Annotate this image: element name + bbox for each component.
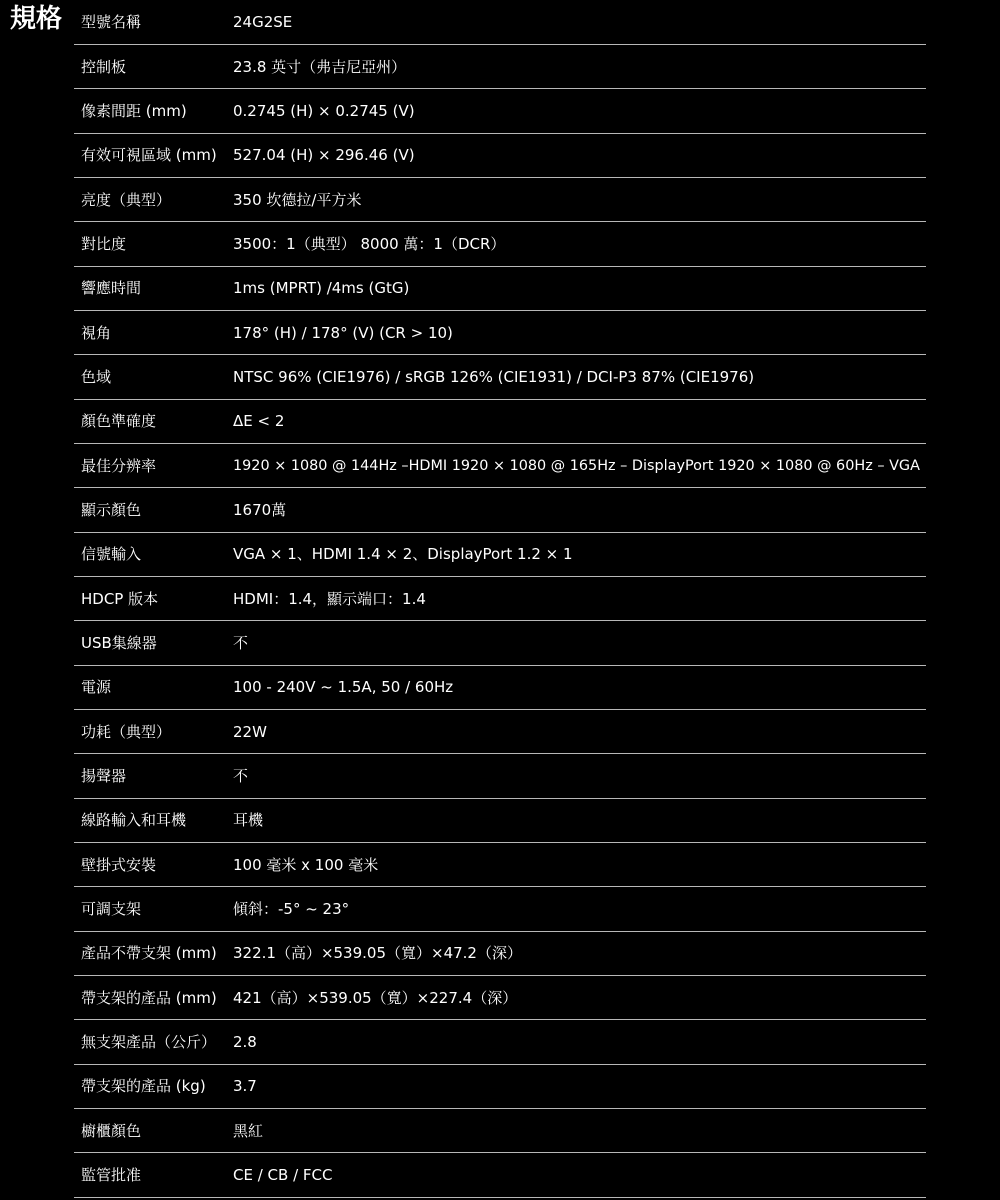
spec-value: VGA × 1、HDMI 1.4 × 2、DisplayPort 1.2 × 1 (231, 532, 926, 576)
spec-value: 322.1（高）×539.05（寬）×47.2（深） (231, 931, 926, 975)
spec-label: 櫥櫃顏色 (74, 1109, 231, 1153)
spec-label: 帶支架的產品 (kg) (74, 1064, 231, 1108)
spec-label: 最佳分辨率 (74, 443, 231, 487)
spec-value: 不 (231, 621, 926, 665)
spec-label: 像素間距 (mm) (74, 89, 231, 133)
spec-value: 2.8 (231, 1020, 926, 1064)
spec-label: 型號名稱 (74, 0, 231, 44)
spec-label: 無支架產品（公斤） (74, 1020, 231, 1064)
spec-row (74, 798, 926, 842)
spec-label: 可調支架 (74, 887, 231, 931)
spec-value: 100 毫米 x 100 毫米 (231, 843, 926, 887)
spec-value: HDMI：1.4，顯示端口：1.4 (231, 576, 926, 620)
spec-row (74, 532, 926, 576)
spec-label: 響應時間 (74, 266, 231, 310)
spec-label: HDCP 版本 (74, 576, 231, 620)
spec-row (74, 621, 926, 665)
spec-value: 527.04 (H) × 296.46 (V) (231, 133, 926, 177)
spec-label: 顏色準確度 (74, 399, 231, 443)
spec-row (74, 843, 926, 887)
spec-row (74, 399, 926, 443)
spec-row (74, 976, 926, 1020)
spec-row (74, 443, 926, 487)
spec-label: 帶支架的產品 (mm) (74, 976, 231, 1020)
spec-value: 24G2SE (231, 0, 926, 44)
spec-row (74, 754, 926, 798)
spec-value: 耳機 (231, 798, 926, 842)
spec-label: 有效可視區域 (mm) (74, 133, 231, 177)
spec-value: 1670萬 (231, 488, 926, 532)
spec-label: 控制板 (74, 44, 231, 88)
spec-label: 顯示顏色 (74, 488, 231, 532)
spec-value: NTSC 96% (CIE1976) / sRGB 126% (CIE1931) / DCI-P3 87% (CIE1976) (231, 355, 926, 399)
spec-row (74, 1064, 926, 1108)
spec-label: 監管批准 (74, 1153, 231, 1197)
spec-row (74, 355, 926, 399)
spec-label: 電源 (74, 665, 231, 709)
spec-label: 對比度 (74, 222, 231, 266)
spec-value: 不 (231, 754, 926, 798)
spec-table (74, 0, 926, 1198)
spec-row (74, 887, 926, 931)
spec-value: 350 坎德拉/平方米 (231, 177, 926, 221)
spec-row (74, 665, 926, 709)
spec-row (74, 0, 926, 44)
spec-row (74, 1020, 926, 1064)
spec-label: 視角 (74, 310, 231, 354)
spec-value: 1ms (MPRT) /4ms (GtG) (231, 266, 926, 310)
spec-value: CE / CB / FCC (231, 1153, 926, 1197)
spec-value: 100 - 240V ~ 1.5A, 50 / 60Hz (231, 665, 926, 709)
spec-row (74, 177, 926, 221)
spec-row (74, 488, 926, 532)
spec-value: 3.7 (231, 1064, 926, 1108)
spec-value: 421（高）×539.05（寬）×227.4（深） (231, 976, 926, 1020)
spec-row (74, 710, 926, 754)
spec-row (74, 310, 926, 354)
spec-value: 黑紅 (231, 1109, 926, 1153)
spec-label: USB集線器 (74, 621, 231, 665)
spec-label: 產品不帶支架 (mm) (74, 931, 231, 975)
spec-table-body (74, 0, 926, 1197)
spec-label: 揚聲器 (74, 754, 231, 798)
spec-row (74, 222, 926, 266)
spec-value: 傾斜：-5° ~ 23° (231, 887, 926, 931)
spec-label: 功耗（典型） (74, 710, 231, 754)
spec-label: 信號輸入 (74, 532, 231, 576)
spec-value: 3500：1（典型） 8000 萬：1（DCR） (231, 222, 926, 266)
spec-label: 亮度（典型） (74, 177, 231, 221)
spec-value: 23.8 英寸（弗吉尼亞州） (231, 44, 926, 88)
spec-row (74, 1109, 926, 1153)
spec-label: 線路輸入和耳機 (74, 798, 231, 842)
spec-row (74, 931, 926, 975)
spec-value: 22W (231, 710, 926, 754)
spec-row (74, 133, 926, 177)
spec-row (74, 89, 926, 133)
spec-value: 178° (H) / 178° (V) (CR > 10) (231, 310, 926, 354)
section-title: 規格 (10, 4, 63, 34)
spec-label: 色域 (74, 355, 231, 399)
spec-value: ΔE < 2 (231, 399, 926, 443)
spec-value: 0.2745 (H) × 0.2745 (V) (231, 89, 926, 133)
spec-row (74, 44, 926, 88)
spec-value: 1920 × 1080 @ 144Hz –HDMI 1920 × 1080 @ 165Hz – DisplayPort 1920 × 1080 @ 60Hz – VGA (231, 443, 926, 487)
spec-row (74, 266, 926, 310)
spec-row (74, 1153, 926, 1197)
spec-row (74, 576, 926, 620)
spec-label: 壁掛式安裝 (74, 843, 231, 887)
